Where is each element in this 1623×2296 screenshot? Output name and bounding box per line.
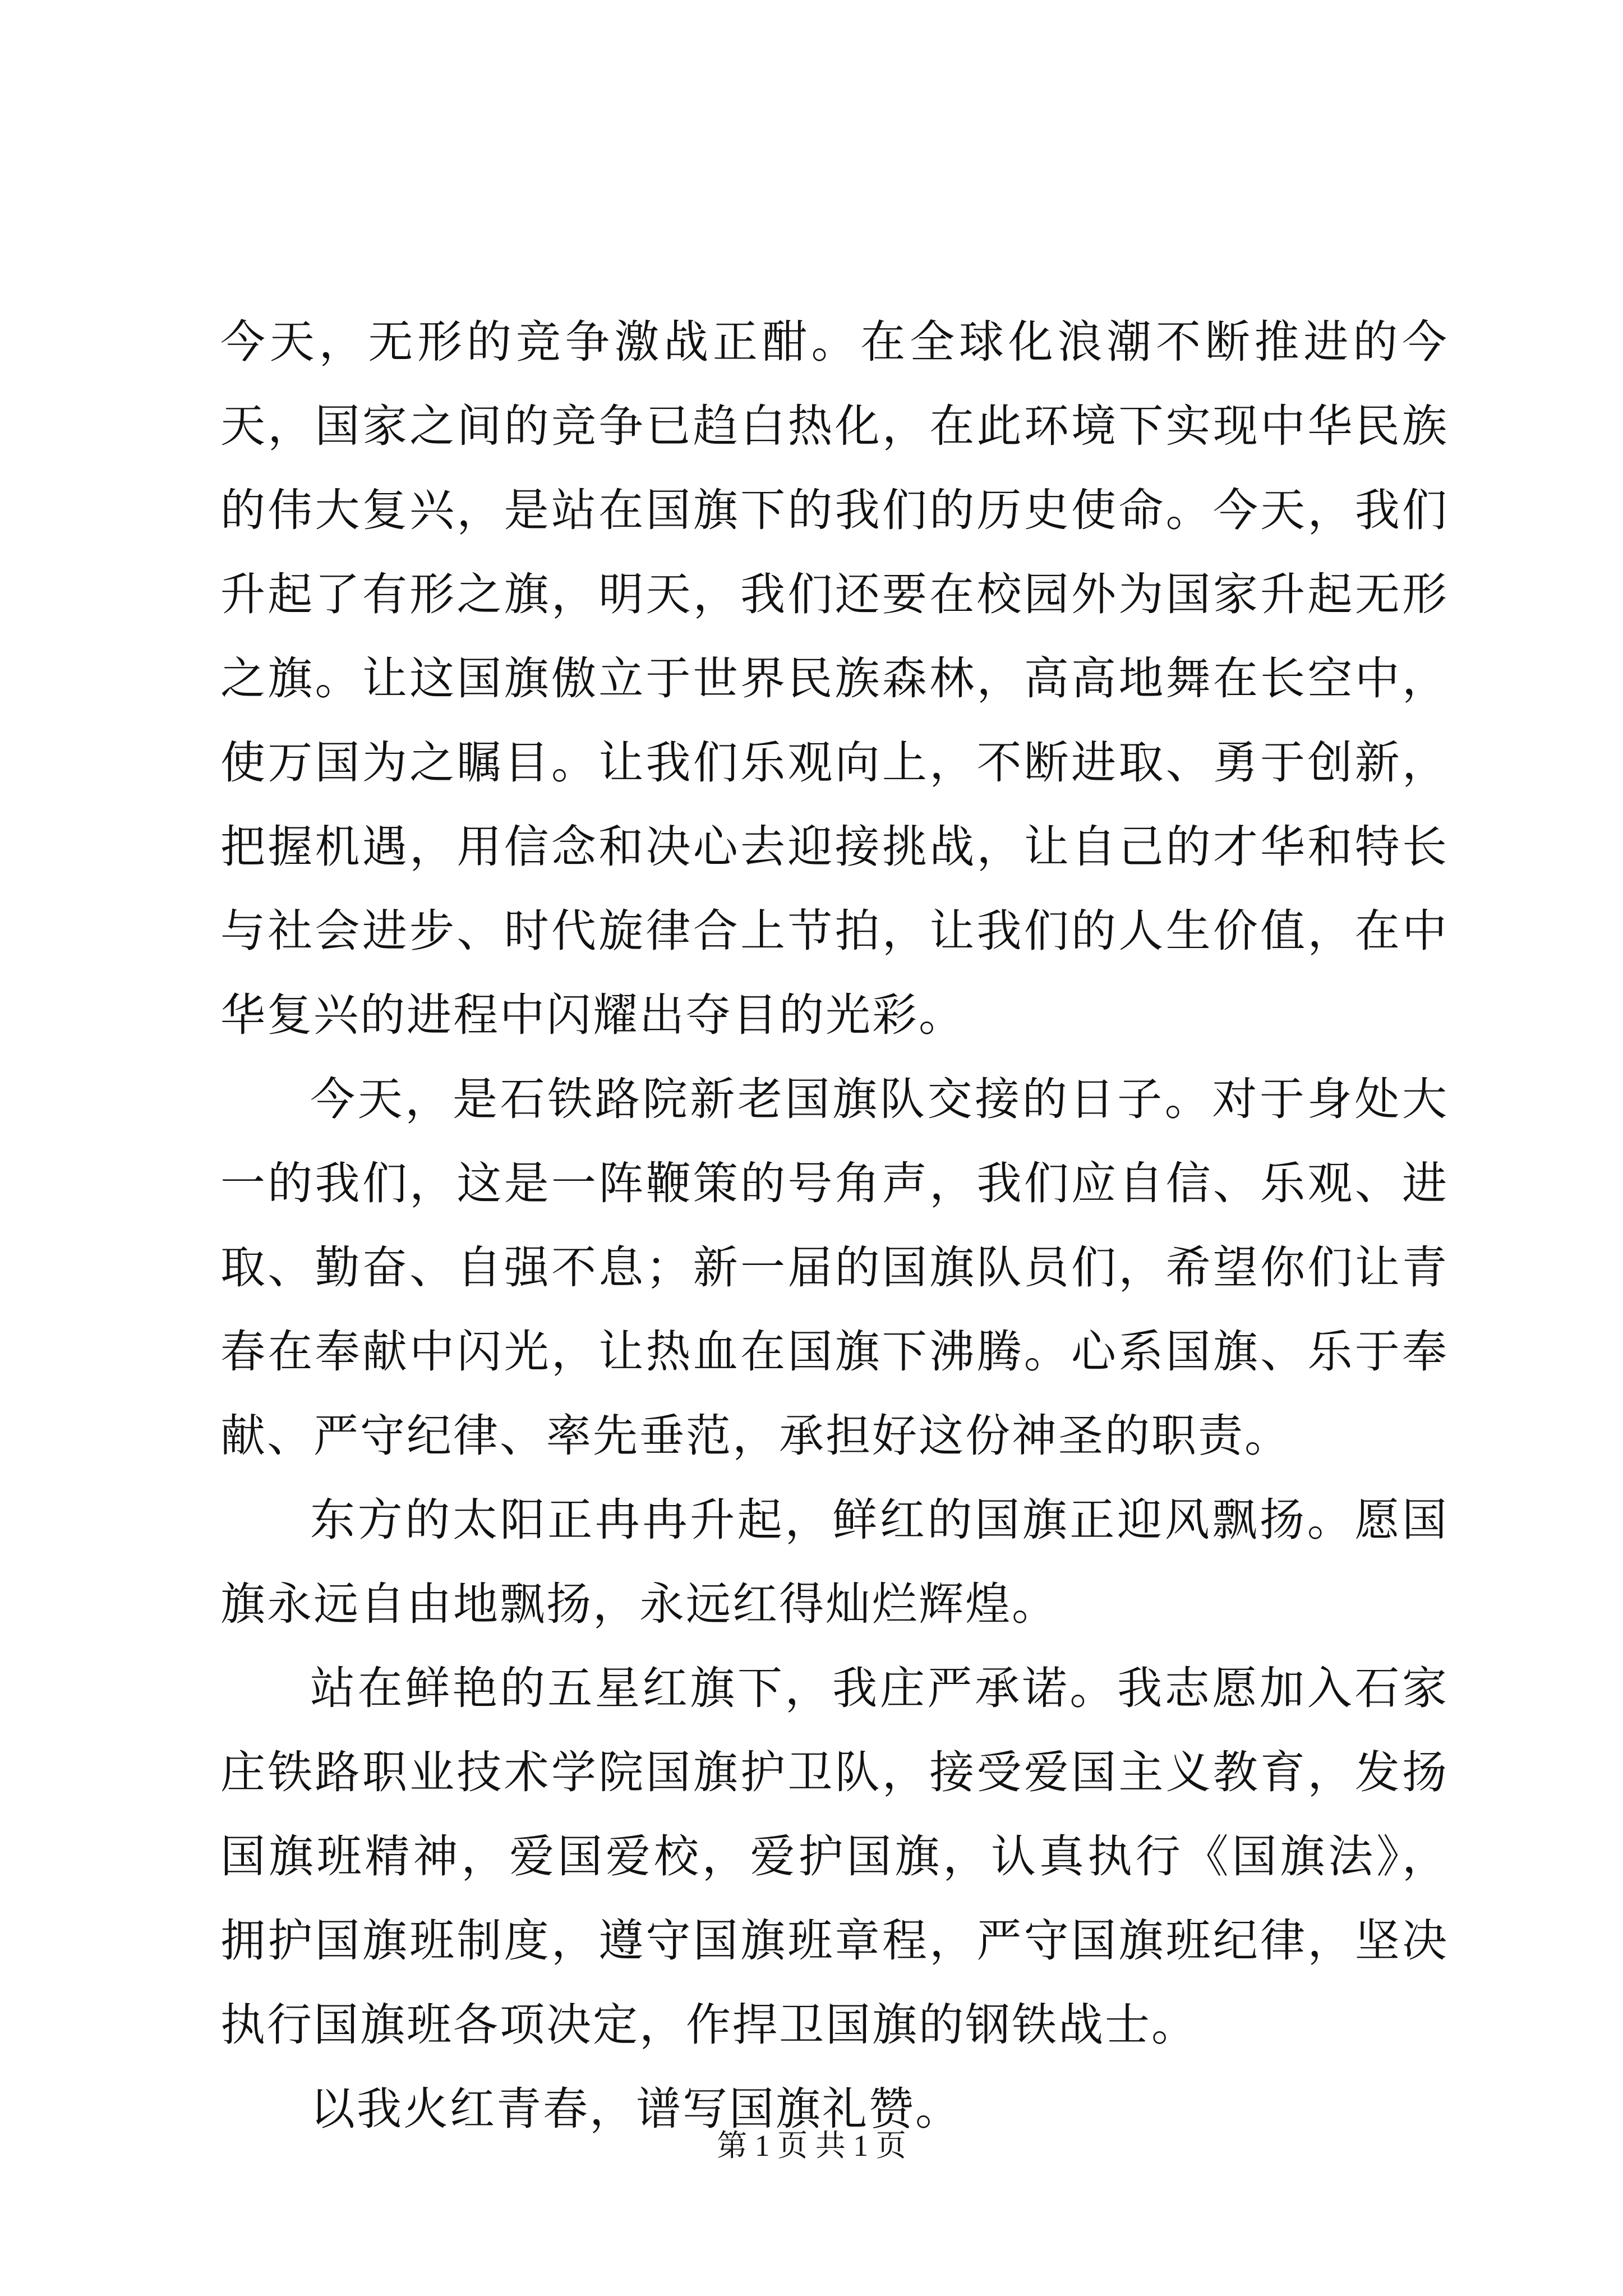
page-footer: 第 1 页 共 1 页 [717, 2129, 906, 2162]
paragraph-1: 今天，无形的竞争激战正酣。在全球化浪潮不断推进的今天，国家之间的竞争已趋白热化，在此环境下实现中华民族的伟大复兴，是站在国旗下的我们的历史使命。今天，我们升起了有形之旗，明天，我们还要在校园外为国家升起无形之旗。让这国旗傲立于世界民族森林，高高地舞在长空中，使万国为之瞩目。让我们乐观向上，不断进取、勇于创新，把握机遇，用信念和决心去迎接挑战，让自己的才华和特长与社会进步、时代旋律合上节拍，让我们的人生价值，在中华复兴的进程中闪耀出夺目的光彩。 [220, 316, 1449, 1041]
paragraph-5: 以我火红青春，谱写国旗礼赞。 [310, 2083, 962, 2135]
document-body [220, 300, 1449, 2151]
paragraph-3: 东方的太阳正冉冉升起，鲜红的国旗正迎风飘扬。愿国旗永远自由地飘扬，永远红得灿烂辉煌。 [220, 1494, 1449, 1630]
paragraph-2: 今天，是石铁路院新老国旗队交接的日子。对于身处大一的我们，这是一阵鞭策的号角声，我们应自信、乐观、进取、勤奋、自强不息；新一届的国旗队员们，希望你们让青春在奉献中闪光，让热血在国旗下沸腾。心系国旗、乐于奉献、严守纪律、率先垂范，承担好这份神圣的职责。 [220, 1073, 1449, 1462]
paragraph-4: 站在鲜艳的五星红旗下，我庄严承诺。我志愿加入石家庄铁路职业技术学院国旗护卫队，接受爱国主义教育，发扬国旗班精神，爱国爱校，爱护国旗，认真执行《国旗法》，拥护国旗班制度，遵守国旗班章程，严守国旗班纪律，坚决执行国旗班各项决定，作捍卫国旗的钢铁战士。 [220, 1662, 1449, 2051]
